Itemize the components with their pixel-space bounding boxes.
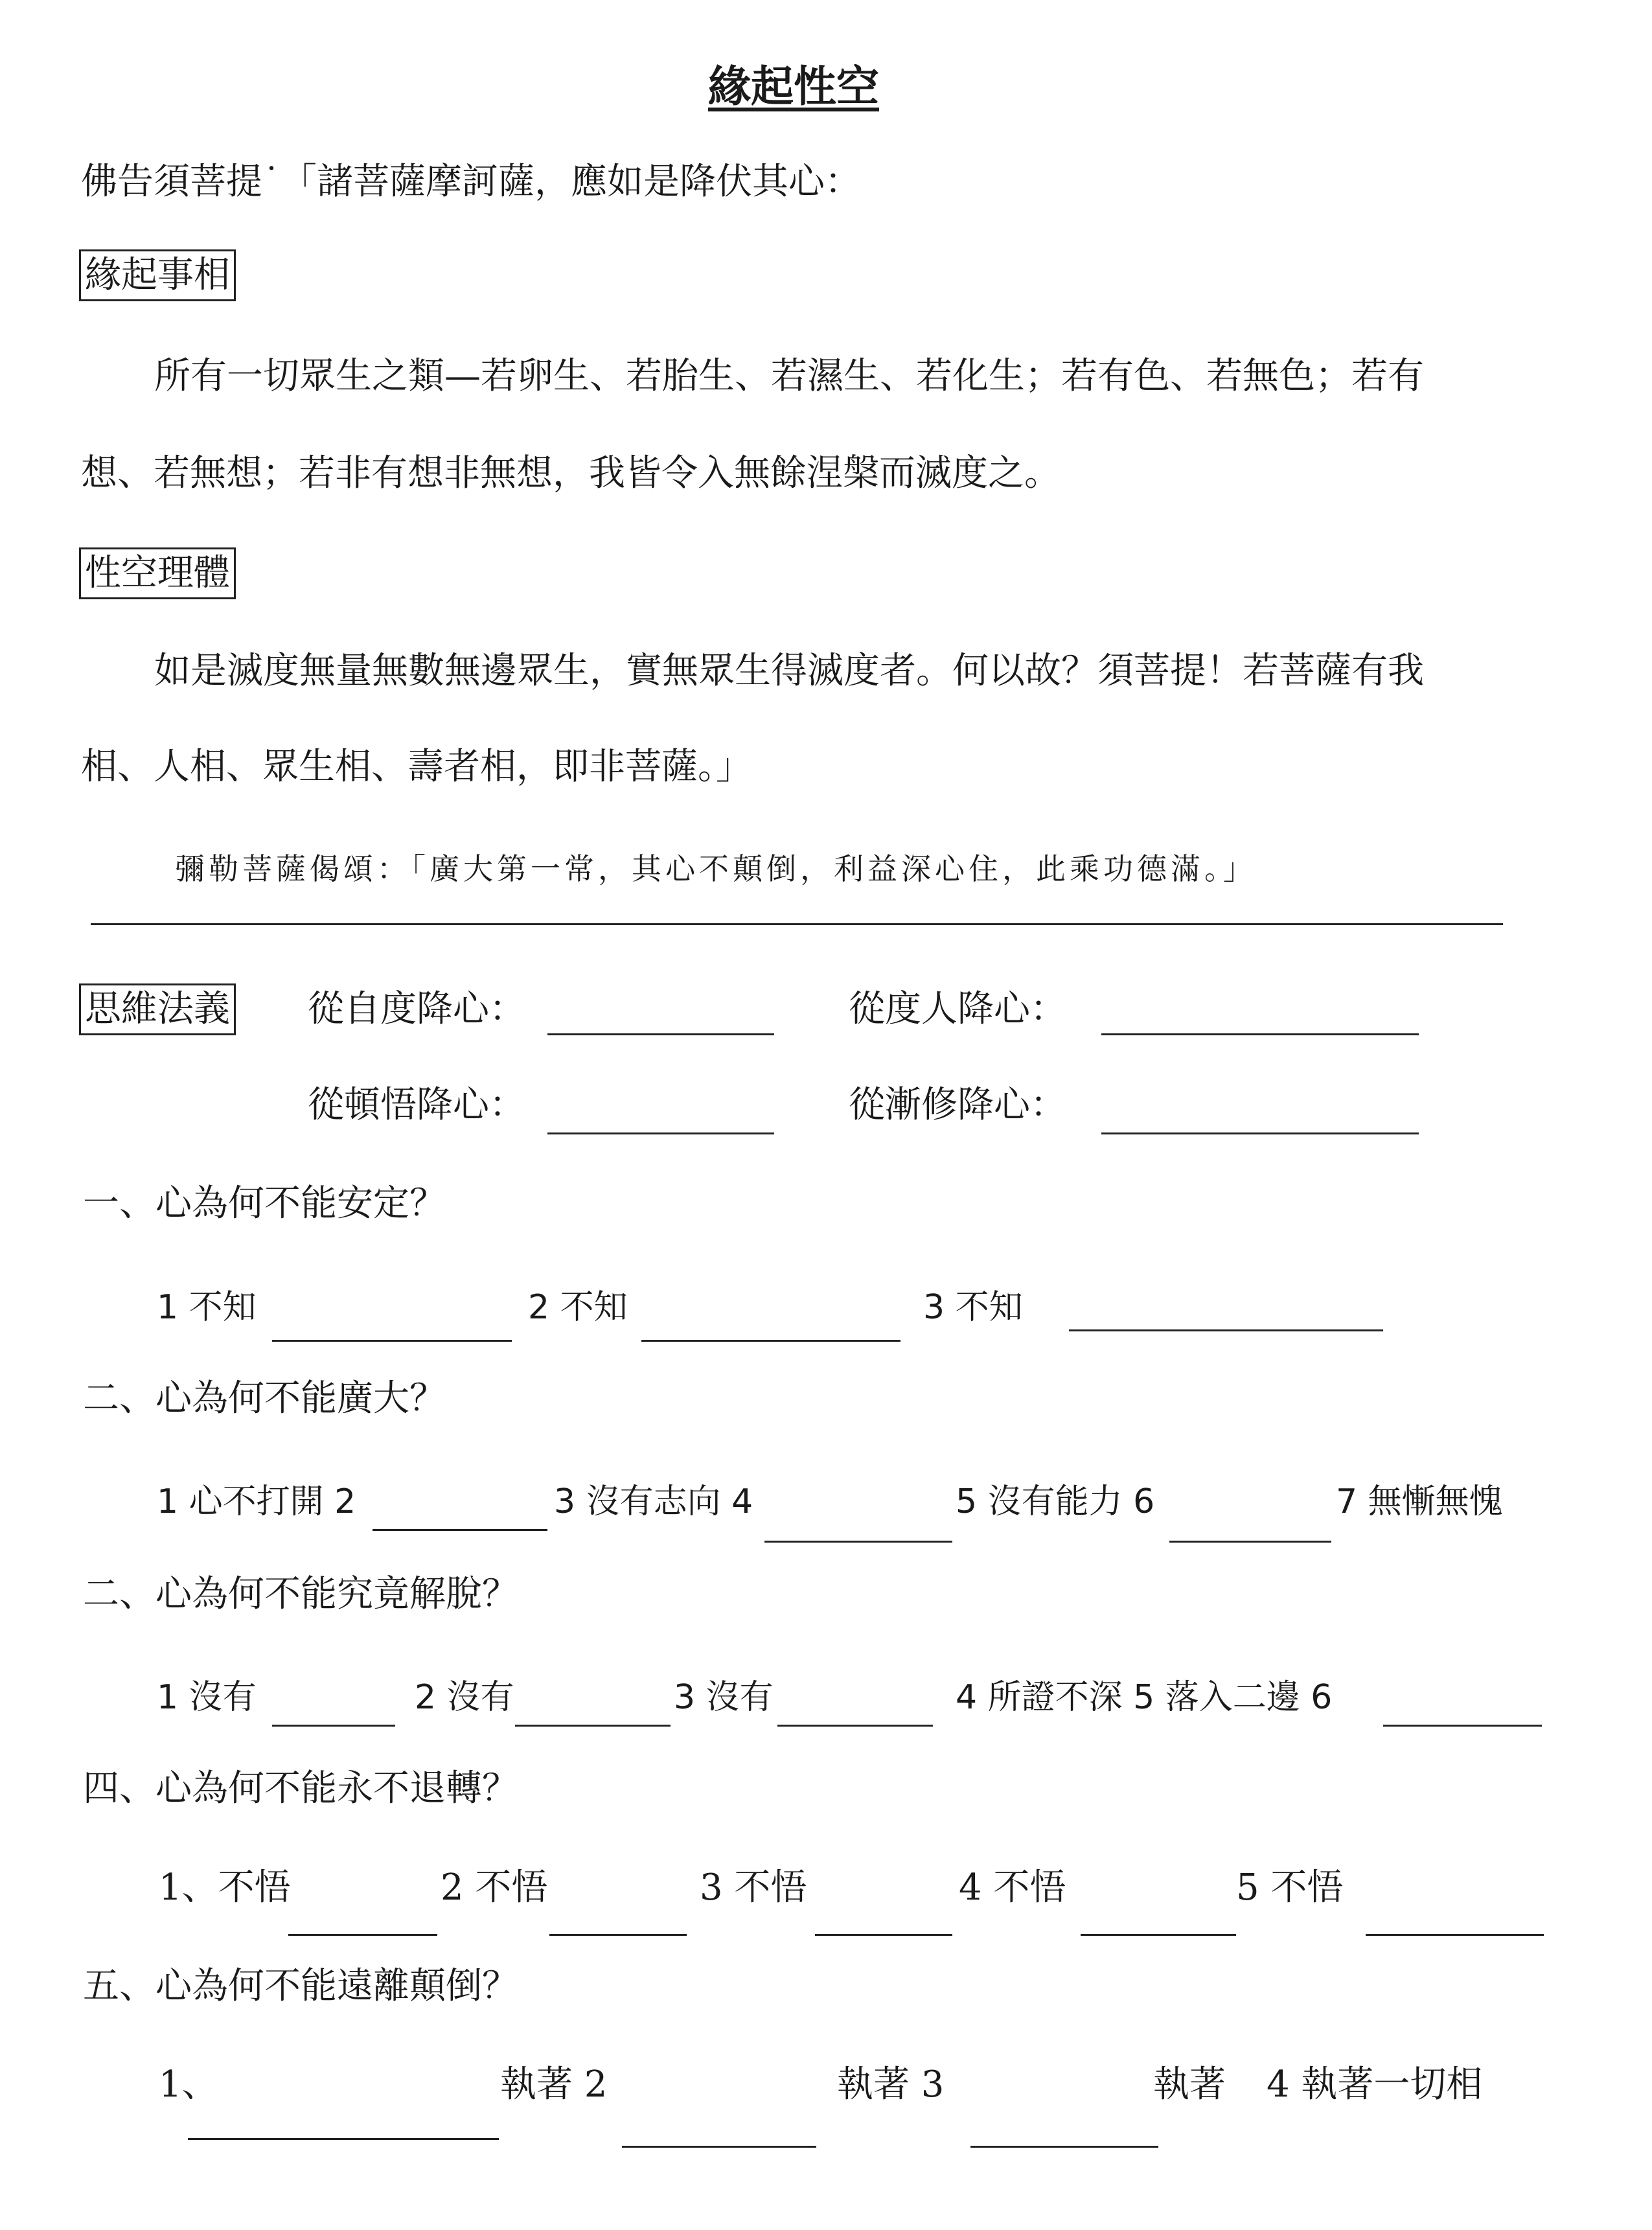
q3-blank-1[interactable]	[272, 1725, 395, 1727]
q2-item-4: 7 無慚無愧	[1336, 1482, 1503, 1521]
q4-blank-5[interactable]	[1366, 1934, 1544, 1936]
section-heading-contemplation: 思維法義	[79, 983, 236, 1035]
q4-blank-1[interactable]	[288, 1934, 437, 1936]
answer-blank-self[interactable]	[547, 1033, 774, 1035]
answer-blank-gradual[interactable]	[1101, 1132, 1419, 1134]
q4-item-5: 5 不悟	[1236, 1867, 1344, 1909]
q4-blank-4[interactable]	[1081, 1934, 1236, 1936]
q2-item-1: 1 心不打開 2	[157, 1482, 356, 1521]
q4-item-1: 1、不悟	[159, 1867, 291, 1909]
maitreya-verse: 彌勒菩薩偈頌：「廣大第一常，其心不顛倒，利益深心住，此乘功德滿。」	[175, 851, 1257, 886]
section2-line1: 如是滅度無量無數無邊眾生，實無眾生得滅度者。何以故？須菩提！若菩薩有我	[154, 650, 1424, 692]
question-1: 一、心為何不能安定？	[83, 1182, 446, 1224]
q5-blank-2[interactable]	[622, 2146, 816, 2148]
prompt-liberating-others: 從度人降心：	[849, 988, 1066, 1030]
q2-blank-2[interactable]	[764, 1541, 952, 1543]
q2-item-3: 5 沒有能力 6	[956, 1482, 1155, 1521]
q3-item-4: 4 所證不深 5 落入二邊 6	[956, 1678, 1333, 1717]
q4-blank-2[interactable]	[549, 1934, 687, 1936]
q5-item-5: 4 執著一切相	[1267, 2063, 1483, 2106]
section1-line2: 想、若無想；若非有想非無想，我皆令入無餘涅槃而滅度之。	[81, 452, 1061, 494]
prompt-self-liberation: 從自度降心：	[308, 988, 525, 1030]
answer-blank-others[interactable]	[1101, 1033, 1419, 1035]
q3-item-3: 3 沒有	[674, 1678, 774, 1717]
q3-blank-2[interactable]	[515, 1725, 671, 1727]
horizontal-rule	[91, 923, 1503, 925]
q3-item-2: 2 沒有	[415, 1678, 514, 1717]
q3-item-1: 1 沒有	[157, 1678, 257, 1717]
q4-item-4: 4 不悟	[959, 1867, 1066, 1909]
q4-item-3: 3 不悟	[700, 1867, 807, 1909]
question-2: 二、心為何不能廣大？	[83, 1377, 446, 1420]
q3-blank-4[interactable]	[1383, 1725, 1542, 1727]
q3-blank-3[interactable]	[777, 1725, 933, 1727]
prompt-sudden-awakening: 從頓悟降心：	[308, 1084, 525, 1126]
section2-line2: 相、人相、眾生相、壽者相，即非菩薩。」	[81, 746, 752, 788]
q5-item-1: 1、	[159, 2063, 218, 2106]
prompt-gradual-cultivation: 從漸修降心：	[849, 1084, 1066, 1126]
q1-blank-1[interactable]	[272, 1340, 512, 1342]
q1-blank-3[interactable]	[1069, 1329, 1383, 1331]
section-heading-emptiness: 性空理體	[79, 547, 236, 599]
q1-item-2: 2 不知	[528, 1288, 628, 1327]
q5-blank-3[interactable]	[970, 2146, 1158, 2148]
q5-item-2: 執著 2	[500, 2063, 608, 2106]
q1-item-3: 3 不知	[923, 1288, 1023, 1327]
q2-blank-3[interactable]	[1169, 1541, 1331, 1543]
question-5: 五、心為何不能遠離顛倒？	[83, 1965, 518, 2007]
q5-item-3: 執著 3	[837, 2063, 945, 2106]
q1-blank-2[interactable]	[641, 1340, 901, 1342]
section1-line1: 所有一切眾生之類—若卵生、若胎生、若濕生、若化生；若有色、若無色；若有	[154, 355, 1424, 397]
intro-text: 佛告須菩提˙「諸菩薩摩訶薩，應如是降伏其心：	[81, 161, 861, 203]
q2-blank-1[interactable]	[373, 1529, 547, 1531]
answer-blank-sudden[interactable]	[547, 1132, 774, 1134]
section-heading-dependent-origination: 緣起事相	[79, 249, 236, 301]
q4-blank-3[interactable]	[815, 1934, 952, 1936]
q2-item-2: 3 沒有志向 4	[554, 1482, 753, 1521]
q5-blank-1[interactable]	[188, 2138, 499, 2140]
page-title: 緣起性空	[708, 61, 879, 111]
q5-item-4: 執著	[1153, 2063, 1226, 2106]
q4-item-2: 2 不悟	[441, 1867, 548, 1909]
question-4: 四、心為何不能永不退轉？	[83, 1767, 518, 1810]
question-3: 二、心為何不能究竟解脫？	[83, 1573, 518, 1615]
q1-item-1: 1 不知	[157, 1288, 257, 1327]
